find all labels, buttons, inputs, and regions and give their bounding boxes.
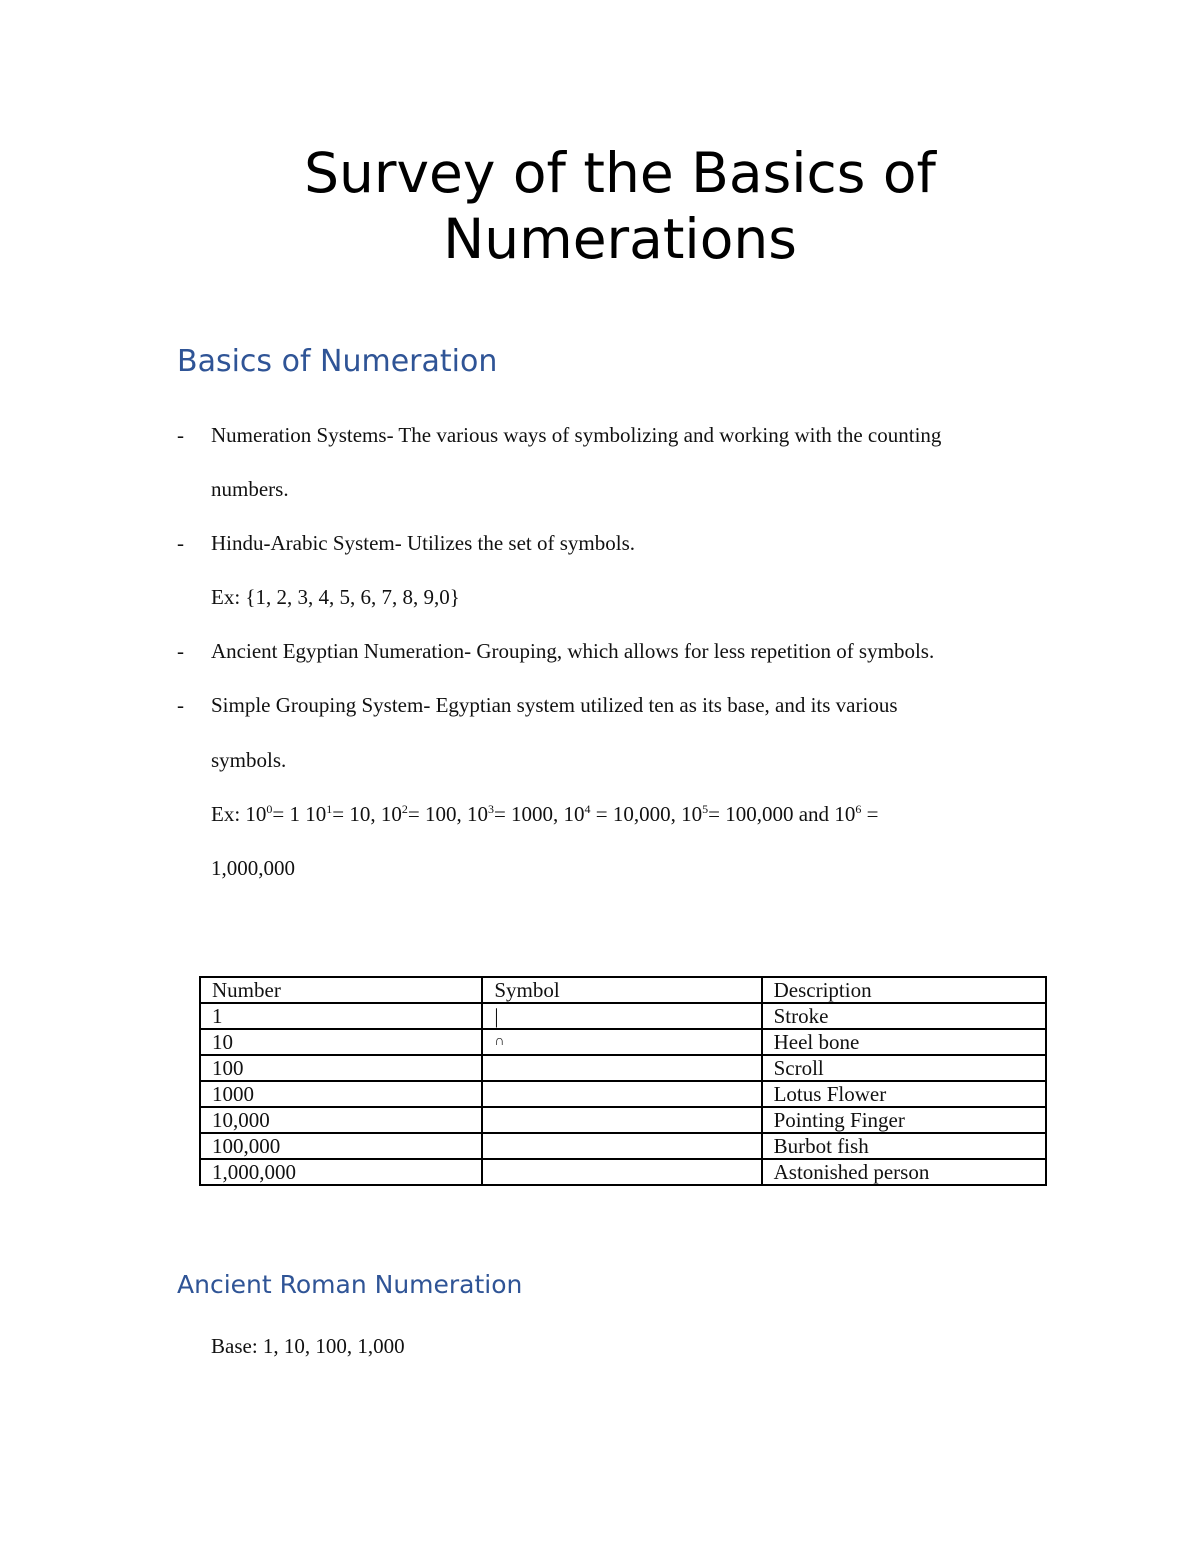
table-row bbox=[200, 1055, 1046, 1081]
table-row bbox=[200, 1081, 1046, 1107]
table-row bbox=[200, 1003, 1046, 1029]
table-cell-symbol bbox=[482, 1081, 761, 1107]
powers-prefix: Ex: bbox=[211, 802, 246, 826]
section-heading-roman: Ancient Roman Numeration bbox=[177, 1270, 523, 1299]
list-item-text: Ancient Egyptian Numeration- Grouping, which allows for less repetition of symbols. bbox=[211, 639, 935, 663]
table-cell-number: 1 bbox=[200, 1003, 482, 1029]
list-item-text: Numeration Systems- The various ways of symbolizing and working with the counting bbox=[211, 423, 942, 447]
power-term: $10^4 = 10,000$, bbox=[563, 802, 682, 826]
bullet-dash: - bbox=[177, 423, 184, 447]
table-header-cell: Number bbox=[200, 977, 482, 1003]
list-item-text: Ex: {1, 2, 3, 4, 5, 6, 7, 8, 9,0} bbox=[211, 585, 460, 609]
table-cell-description: Stroke bbox=[762, 1003, 1046, 1029]
list-item-text: symbols. bbox=[211, 748, 287, 772]
powers-continuation: 1,000,000 bbox=[211, 856, 295, 880]
table-row bbox=[200, 1133, 1046, 1159]
table-cell-number: 10 bbox=[200, 1029, 482, 1055]
table-cell-description: Pointing Finger bbox=[762, 1107, 1046, 1133]
bullet-dash: - bbox=[177, 693, 184, 717]
table-cell-symbol bbox=[482, 1055, 761, 1081]
section-heading-basics: Basics of Numeration bbox=[177, 344, 498, 379]
table-cell-symbol: ∩ bbox=[482, 1029, 761, 1055]
title-line-1: Survey of the Basics of bbox=[304, 141, 936, 205]
roman-base-line: Base: 1, 10, 100, 1,000 bbox=[211, 1334, 405, 1358]
bullet-dash: - bbox=[177, 531, 184, 555]
list-item-text: Simple Grouping System- Egyptian system utilized ten as its base, and its various bbox=[211, 693, 898, 717]
powers-example bbox=[211, 800, 878, 828]
table-cell-description: Astonished person bbox=[762, 1159, 1046, 1185]
table-cell-number: 1000 bbox=[200, 1081, 482, 1107]
power-term: $10^0= 1$ bbox=[245, 802, 306, 826]
table-cell-number: 1,000,000 bbox=[200, 1159, 482, 1185]
power-term: $10^5= 100,000$ and bbox=[681, 802, 835, 826]
table-header-cell: Description bbox=[762, 977, 1046, 1003]
table-cell-description: Burbot fish bbox=[762, 1133, 1046, 1159]
table-cell-description: Heel bone bbox=[762, 1029, 1046, 1055]
power-term: $10^2= 100$, bbox=[380, 802, 467, 826]
table-row bbox=[200, 1107, 1046, 1133]
title-line-2: Numerations bbox=[443, 207, 797, 271]
table-row bbox=[200, 1159, 1046, 1185]
table-cell-symbol bbox=[482, 1159, 761, 1185]
table-cell-number: 100,000 bbox=[200, 1133, 482, 1159]
table-header-row bbox=[200, 977, 1046, 1003]
power-term: $10^6$ = bbox=[834, 802, 879, 826]
table-row bbox=[200, 1029, 1046, 1055]
document-title bbox=[0, 140, 1200, 272]
list-item-text: numbers. bbox=[211, 477, 289, 501]
table-cell-symbol: | bbox=[482, 1003, 761, 1029]
table-cell-number: 100 bbox=[200, 1055, 482, 1081]
table-cell-symbol bbox=[482, 1133, 761, 1159]
egyptian-numerals-table bbox=[199, 976, 1047, 1186]
table-cell-symbol bbox=[482, 1107, 761, 1133]
bullet-dash: - bbox=[177, 639, 184, 663]
table-cell-description: Lotus Flower bbox=[762, 1081, 1046, 1107]
power-term: $10^1= 10$, bbox=[305, 802, 381, 826]
list-item-text: Hindu-Arabic System- Utilizes the set of symbols. bbox=[211, 531, 636, 555]
table-header-cell: Symbol bbox=[482, 977, 761, 1003]
table-cell-description: Scroll bbox=[762, 1055, 1046, 1081]
power-term: $10^3= 1000$, bbox=[466, 802, 564, 826]
table-cell-number: 10,000 bbox=[200, 1107, 482, 1133]
